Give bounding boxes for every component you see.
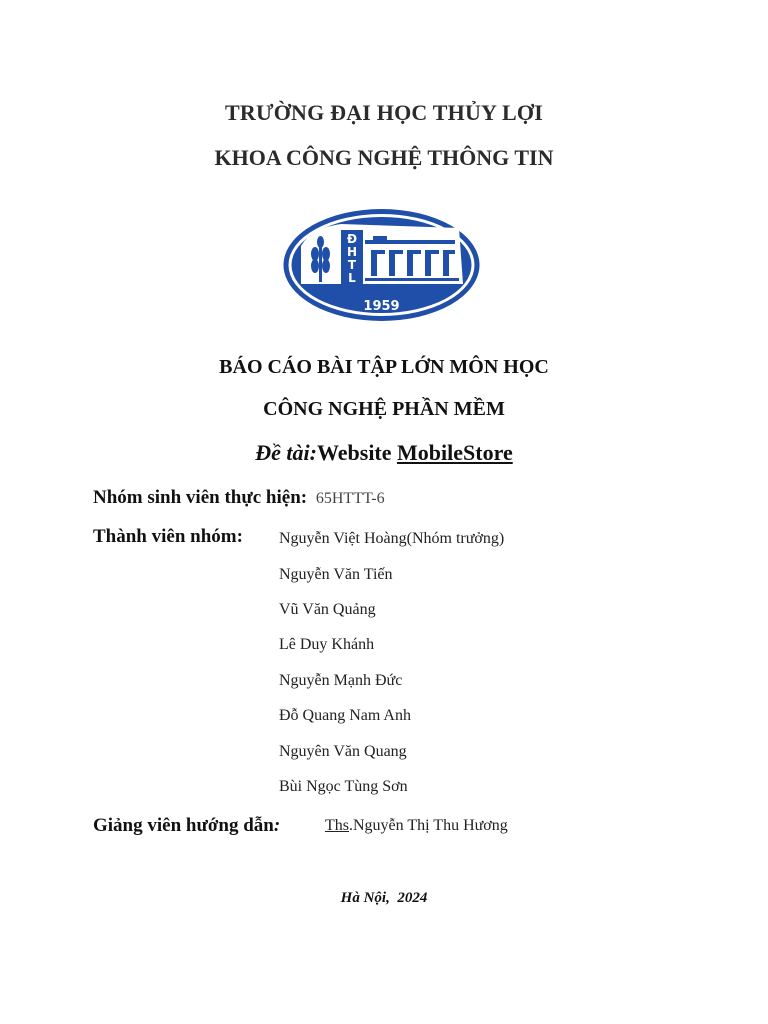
member-item: Vũ Văn Quảng [279, 601, 376, 618]
group-value: 65HTTT-6 [315, 490, 385, 507]
member-item: Nguyễn Việt Hoàng(Nhóm trưởng) [279, 530, 505, 547]
member-item: Nguyên Văn Quang [279, 743, 407, 760]
report-title: BÁO CÁO BÀI TẬP LỚN MÔN HỌC [219, 356, 549, 378]
member-item: Đỗ Quang Nam Anh [279, 707, 411, 724]
topic-line [0, 440, 768, 466]
lecturer-label: Giảng viên hướng dẫn [93, 815, 274, 836]
logo-letter: L [348, 271, 356, 285]
topic-name: MobileStore [397, 440, 513, 465]
topic-label: Đề tài: [255, 440, 317, 465]
university-name: TRƯỜNG ĐẠI HỌC THỦY LỢI [225, 100, 543, 125]
topic-prefix: Website [316, 440, 398, 465]
university-logo [281, 206, 482, 324]
members-label: Thành viên nhóm: [93, 526, 243, 547]
logo-letter: T [347, 258, 357, 272]
lecturer-label-row [93, 815, 280, 837]
logo-year: 1959 [363, 299, 400, 314]
logo-letter: Đ [346, 232, 358, 246]
member-item: Nguyễn Văn Tiến [279, 566, 393, 583]
member-item: Nguyễn Mạnh Đức [279, 672, 403, 689]
member-item: Lê Duy Khánh [279, 636, 375, 653]
lecturer-title: Ths [325, 817, 349, 834]
subject-name: CÔNG NGHỆ PHẦN MỀM [263, 398, 505, 420]
lecturer-value [325, 817, 508, 835]
member-item: Bùi Ngọc Tùng Sơn [279, 778, 408, 795]
place-date: Hà Nội, 2024 [340, 890, 428, 906]
lecturer-name: .Nguyễn Thị Thu Hương [349, 817, 508, 834]
lecturer-colon: : [273, 815, 281, 836]
faculty-name: KHOA CÔNG NGHỆ THÔNG TIN [214, 145, 554, 170]
group-label: Nhóm sinh viên thực hiện: [93, 487, 308, 508]
logo-letter: H [346, 245, 358, 259]
group-row [93, 487, 385, 509]
